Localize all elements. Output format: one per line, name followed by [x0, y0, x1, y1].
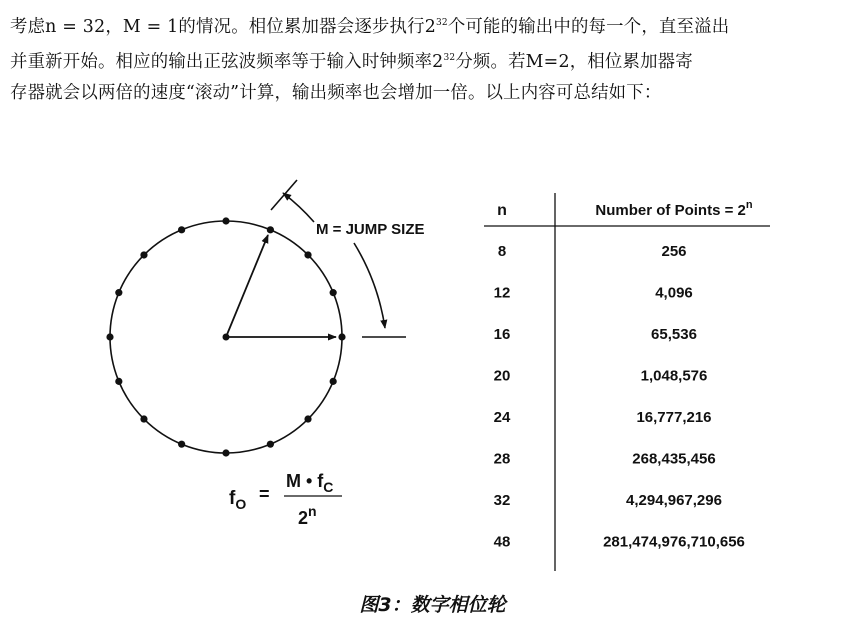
- table-cell-points: 1,048,576: [640, 367, 708, 385]
- table-cell-n: 16: [493, 326, 511, 343]
- table-row: [494, 451, 716, 468]
- table-cell-points: 4,096: [655, 284, 693, 302]
- table-row: [498, 243, 687, 260]
- wheel-point: [338, 333, 345, 340]
- table-row: [494, 492, 722, 509]
- paragraph-line-3: 存器就会以两倍的速度“滚动”计算，输出频率也会增加一倍。以上内容可总结如下：: [10, 83, 662, 103]
- figure-caption: 图3：数字相位轮: [359, 594, 506, 616]
- table-cell-points: 256: [661, 243, 687, 260]
- table-cell-points: 268,435,456: [632, 450, 716, 468]
- table-row: [494, 534, 745, 551]
- wheel-point: [267, 226, 274, 233]
- table-rows: [494, 243, 745, 551]
- wheel-point: [330, 378, 337, 385]
- jump-size-label: M = JUMP SIZE: [316, 221, 425, 238]
- paragraph-line-2: 并重新开始。相应的输出正弦波频率等于输入时钟频率$2^{32}$分频。若M=2，相位累加器寄: [10, 52, 693, 72]
- wheel-point: [330, 289, 337, 296]
- wheel-point: [304, 251, 311, 258]
- wheel-point: [222, 449, 229, 456]
- reference-tick-top: [271, 180, 297, 210]
- points-table: [484, 193, 770, 571]
- wheel-point: [115, 378, 122, 385]
- wheel-point: [178, 226, 185, 233]
- wheel-point: [115, 289, 122, 296]
- jump-arc-top: [283, 193, 314, 222]
- wheel-point: [222, 217, 229, 224]
- table-cell-n: 24: [493, 409, 511, 426]
- formula-numerator-subscript: C: [323, 479, 334, 495]
- table-row: [494, 285, 693, 302]
- table-row: [494, 326, 697, 343]
- table-cell-n: 48: [493, 533, 511, 551]
- wheel-point: [140, 415, 147, 422]
- paragraph-line-1: 考虑n = 32，M = 1的情况。相位累加器会逐步执行$2^{32}$个可能的输出中的每一个，直至溢出: [10, 17, 730, 37]
- output-frequency-formula: [229, 471, 342, 528]
- formula-denominator-superscript: n: [308, 503, 317, 519]
- table-row: [494, 368, 708, 385]
- formula-f: f: [229, 488, 236, 509]
- table-cell-points: 4,294,967,296: [626, 492, 722, 509]
- table-cell-points: 16,777,216: [636, 409, 712, 426]
- table-row: [494, 409, 712, 426]
- wheel-point: [178, 441, 185, 448]
- wheel-point: [140, 251, 147, 258]
- table-cell-n: 20: [493, 367, 511, 385]
- table-cell-n: 12: [493, 284, 511, 302]
- table-header-points: Number of Points = $2^n$: [595, 199, 753, 219]
- wheel-point: [304, 415, 311, 422]
- wheel-point: [106, 333, 113, 340]
- formula-denominator: 2: [298, 508, 309, 528]
- svg-text:M • fC: [286, 471, 333, 495]
- wheel-point: [267, 441, 274, 448]
- table-header-n: n: [497, 202, 507, 219]
- formula-equals: =: [259, 484, 270, 504]
- table-cell-n: 8: [497, 243, 507, 260]
- table-cell-n: 28: [493, 450, 511, 468]
- formula-f-subscript: O: [235, 496, 247, 512]
- formula-numerator: M • f: [286, 471, 324, 491]
- table-cell-n: 32: [493, 492, 511, 509]
- table-cell-points: 281,474,976,710,656: [603, 533, 745, 551]
- svg-text:fO: [229, 488, 246, 512]
- jump-vector: [226, 235, 268, 337]
- jump-arc-right: [354, 243, 385, 328]
- table-cell-points: 65,536: [651, 326, 697, 343]
- svg-text:2n: [298, 503, 317, 528]
